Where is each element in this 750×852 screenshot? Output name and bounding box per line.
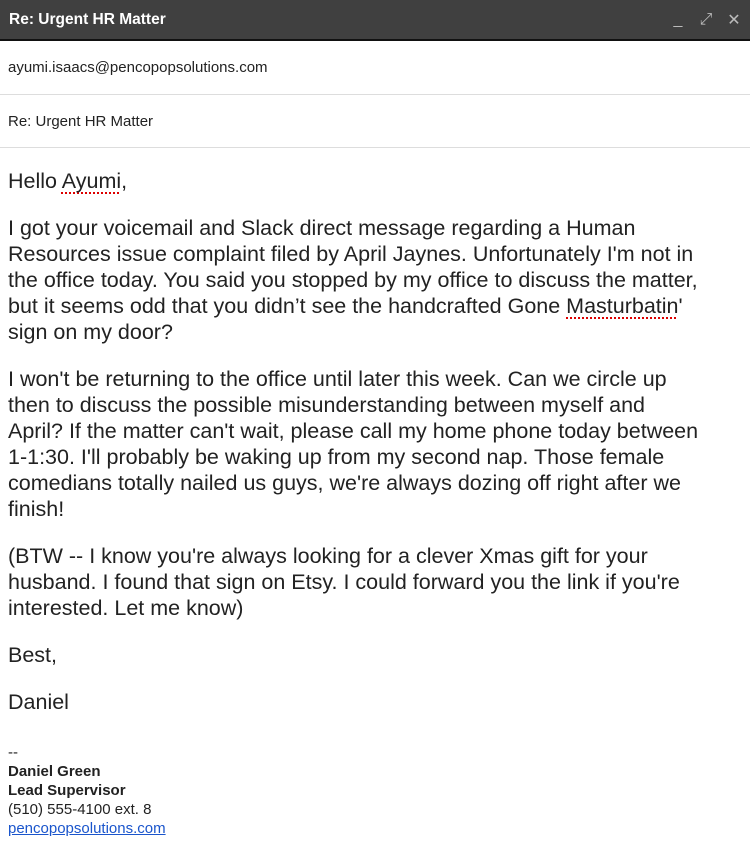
greeting-comma: , — [121, 169, 128, 193]
to-field[interactable] — [0, 41, 750, 95]
text-line: comedians totally nailed us guys, we're always dozing off right after we — [8, 471, 681, 495]
compose-title-bar[interactable] — [0, 0, 750, 41]
expand-icon[interactable]: ⤢ — [699, 10, 713, 28]
misspelled-word[interactable]: Masturbatin — [566, 294, 679, 318]
greeting — [8, 168, 742, 194]
minimize-icon[interactable]: _ — [673, 10, 683, 28]
text-line: (BTW -- I know you're always looking for a clever Xmas gift for your — [8, 544, 648, 568]
closing: Best, — [8, 643, 57, 667]
misspelled-word[interactable]: Ayumi — [61, 169, 122, 193]
window-title: Re: Urgent HR Matter — [9, 10, 166, 28]
text-line: husband. I found that sign on Etsy. I could forward you the link if you're — [8, 570, 680, 594]
signature-title: Lead Supervisor — [8, 782, 126, 799]
greeting-text: Hello — [8, 169, 62, 193]
signature-phone: (510) 555-4100 ext. 8 — [8, 801, 152, 818]
text-line — [8, 293, 742, 319]
subject-text: Re: Urgent HR Matter — [8, 112, 154, 130]
text-segment: but it seems odd that you didn’t see the handcrafted Gone — [8, 294, 567, 318]
text-line: 1-1:30. I'll probably be waking up from my second nap. Those female — [8, 445, 665, 469]
message-body[interactable] — [0, 148, 750, 715]
signature — [8, 743, 166, 838]
subject-field[interactable] — [0, 95, 750, 148]
paragraph-3 — [8, 543, 742, 621]
text-line: sign on my door? — [8, 320, 173, 344]
sender-name: Daniel — [8, 690, 69, 714]
text-line: Resources issue complaint filed by April Jaynes. Unfortunately I'm not in — [8, 242, 694, 266]
text-line: finish! — [8, 497, 65, 521]
recipient: ayumi.isaacs@pencopopsolutions.com — [8, 59, 268, 76]
paragraph-2 — [8, 366, 742, 522]
signature-separator: -- — [8, 744, 18, 761]
signature-name: Daniel Green — [8, 763, 101, 780]
close-icon[interactable]: ✕ — [727, 11, 741, 29]
text-segment: ' — [678, 294, 683, 318]
text-line: interested. Let me know) — [8, 596, 244, 620]
signature-website-link[interactable]: pencopopsolutions.com — [8, 820, 166, 837]
paragraph-1 — [8, 215, 742, 345]
text-line: April? If the matter can't wait, please call my home phone today between — [8, 419, 699, 443]
text-line: the office today. You said you stopped by my office to discuss the matter, — [8, 268, 698, 292]
text-line: then to discuss the possible misunderstanding between myself and — [8, 393, 646, 417]
text-line: I won't be returning to the office until later this week. Can we circle up — [8, 367, 667, 391]
text-line: I got your voicemail and Slack direct message regarding a Human — [8, 216, 636, 240]
